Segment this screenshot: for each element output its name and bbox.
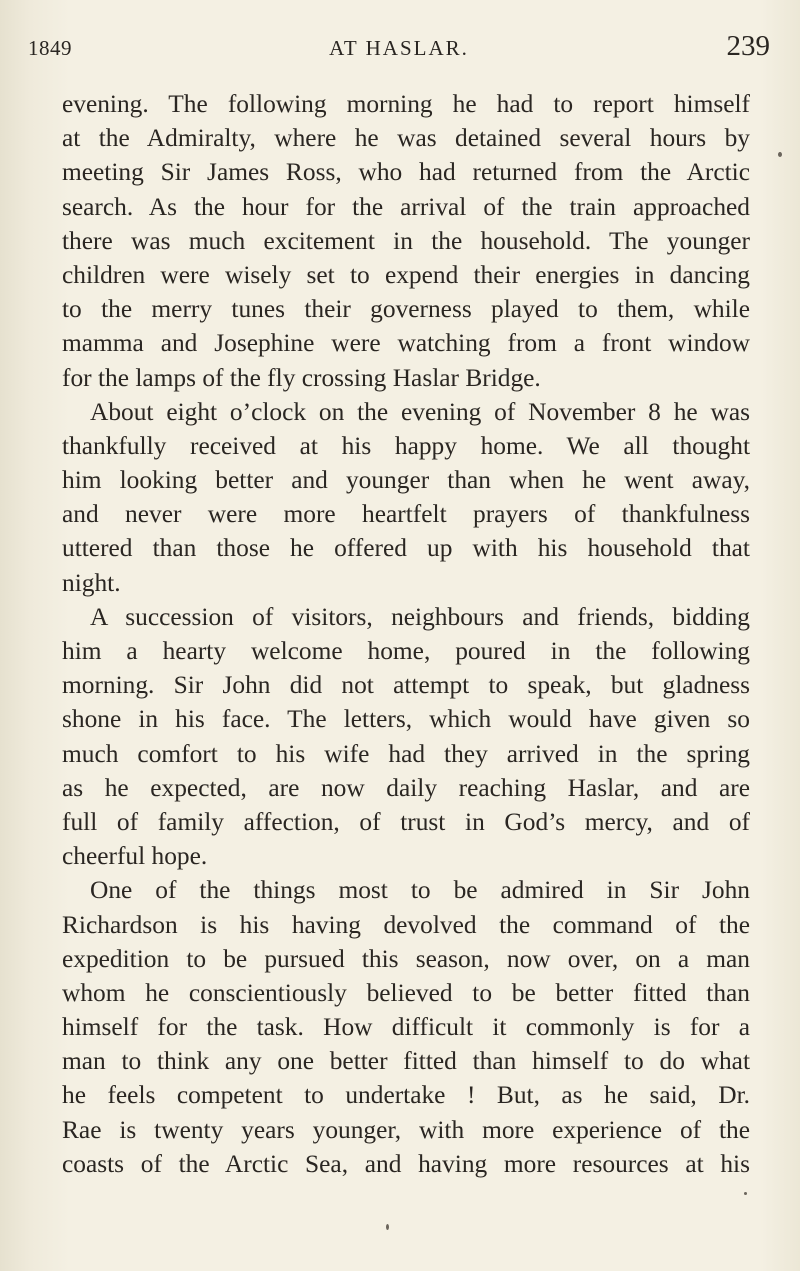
paper-speck <box>386 1224 389 1230</box>
page-number: 239 <box>726 30 770 62</box>
text-line: cheerful hope. <box>62 842 208 871</box>
text-line: meeting Sir James Ross, who had returned from the Arctic <box>62 158 750 187</box>
text-line: much comfort to his wife had they arrived in the spring <box>62 739 750 768</box>
text-line: expedition to be pursued this season, now over, on a man <box>62 944 750 973</box>
header-title: AT HASLAR. <box>329 36 469 60</box>
text-line: man to think any one better fitted than himself to do what <box>62 1047 750 1076</box>
text-line: Richardson is his having devolved the command of the <box>62 910 750 939</box>
text-line: whom he conscientiously believed to be better fitted than <box>62 978 750 1007</box>
paper-speck <box>778 152 782 157</box>
text-line: One of the things most to be admired in Sir John <box>90 876 750 905</box>
text-line: A succession of visitors, neighbours and friends, bidding <box>90 602 750 631</box>
text-line: About eight o’clock on the evening of November 8 he was <box>90 397 750 426</box>
paper-speck <box>744 1192 747 1195</box>
text-line: at the Admiralty, where he was detained several hours by <box>62 124 750 153</box>
text-line: morning. Sir John did not attempt to speak, but gladness <box>62 671 750 700</box>
text-line: night. <box>62 568 121 597</box>
text-line: and never were more heartfelt prayers of thankfulness <box>62 500 750 529</box>
text-line: thankfully received at his happy home. We all thought <box>62 431 750 460</box>
text-line: full of family affection, of trust in God’s mercy, and of <box>62 807 750 836</box>
text-line: him looking better and younger than when he went away, <box>62 466 750 495</box>
text-line: uttered than those he offered up with his household that <box>62 534 750 563</box>
text-line: as he expected, are now daily reaching Haslar, and are <box>62 773 750 802</box>
text-line: there was much excitement in the household. The younger <box>62 226 750 255</box>
text-line: he feels competent to undertake ! But, as he said, Dr. <box>62 1081 750 1110</box>
body-text <box>62 87 750 1181</box>
text-line: for the lamps of the fly crossing Haslar Bridge. <box>62 363 541 392</box>
text-line: coasts of the Arctic Sea, and having more resources at his <box>62 1149 750 1178</box>
header-year: 1849 <box>28 36 72 60</box>
text-line: Rae is twenty years younger, with more experience of the <box>62 1115 750 1144</box>
text-line: mamma and Josephine were watching from a front window <box>62 329 750 358</box>
running-head <box>28 30 770 64</box>
text-line: shone in his face. The letters, which would have given so <box>62 705 750 734</box>
text-line: him a hearty welcome home, poured in the following <box>62 637 750 665</box>
text-line: himself for the task. How difficult it commonly is for a <box>62 1013 750 1042</box>
text-line: to the merry tunes their governess played to them, while <box>62 295 750 324</box>
text-line: children were wisely set to expend their energies in dancing <box>62 260 750 289</box>
text-line: evening. The following morning he had to report himself <box>62 90 750 118</box>
text-line: search. As the hour for the arrival of the train approached <box>62 192 750 221</box>
